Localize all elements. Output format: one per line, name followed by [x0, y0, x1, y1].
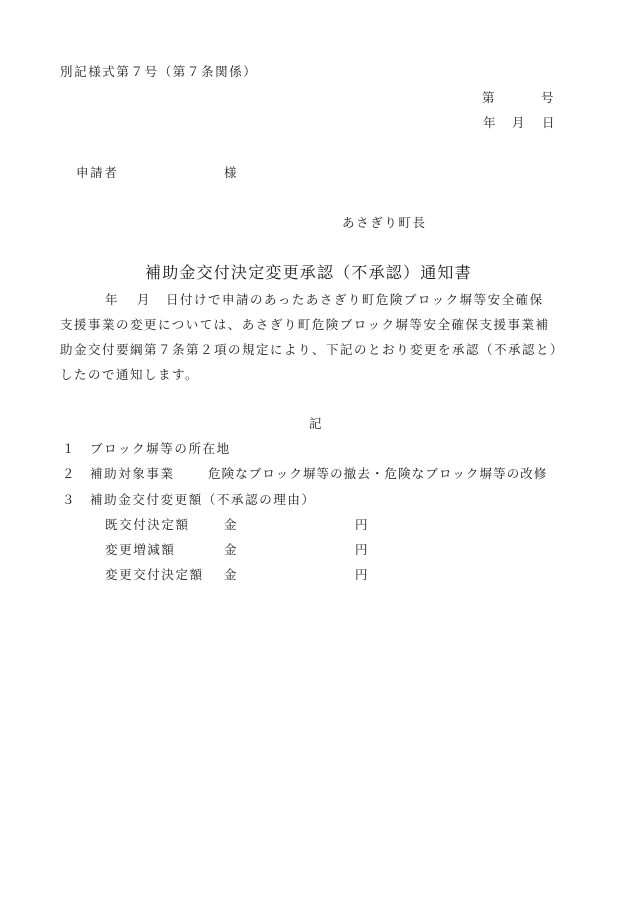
- item-1-number: １: [62, 441, 77, 456]
- item-2-label: 補助対象事業: [90, 466, 175, 481]
- sender: あさぎり町長: [342, 215, 427, 230]
- item-3-label: 補助金交付変更額（不承認の理由）: [90, 492, 316, 507]
- doc-number-prefix: 第: [482, 90, 497, 105]
- amount-3-yen: 円: [355, 567, 370, 582]
- item-2-number: ２: [62, 466, 77, 481]
- body-line-4: したので通知します。: [60, 367, 200, 382]
- body-year: 年: [105, 292, 120, 307]
- item-2-value: 危険なブロック塀等の撤去・危険なブロック塀等の改修: [208, 466, 548, 481]
- amount-1-kin: 金: [224, 517, 239, 532]
- addressee-honorific: 様: [224, 165, 239, 180]
- ki-heading: 記: [309, 416, 324, 431]
- item-3-number: ３: [62, 492, 77, 507]
- doc-number-suffix: 号: [541, 90, 556, 105]
- date-year: 年: [483, 115, 498, 130]
- document-title: 補助金交付決定変更承認（不承認）通知書: [145, 263, 472, 282]
- amount-1-label: 既交付決定額: [105, 517, 190, 532]
- form-number: 別記様式第７号（第７条関係）: [60, 64, 258, 79]
- addressee-label: 申請者: [76, 165, 119, 180]
- body-line-3: 助金交付要綱第７条第２項の規定により、下記のとおり変更を承認（不承認と）: [60, 342, 565, 357]
- amount-3-kin: 金: [224, 567, 239, 582]
- amount-1-yen: 円: [355, 517, 370, 532]
- amount-2-kin: 金: [224, 542, 239, 557]
- amount-2-yen: 円: [355, 542, 370, 557]
- body-month: 月: [137, 292, 152, 307]
- date-day: 日: [542, 115, 557, 130]
- item-1-label: ブロック塀等の所在地: [90, 441, 231, 456]
- amount-2-label: 変更増減額: [105, 542, 176, 557]
- body-line-1: 日付けで申請のあったあさぎり町危険ブロック塀等安全確保: [166, 292, 544, 307]
- amount-3-label: 変更交付決定額: [105, 567, 204, 582]
- date-month: 月: [512, 115, 527, 130]
- body-line-2: 支援事業の変更については、あさぎり町危険ブロック塀等安全確保支援事業補: [60, 317, 550, 332]
